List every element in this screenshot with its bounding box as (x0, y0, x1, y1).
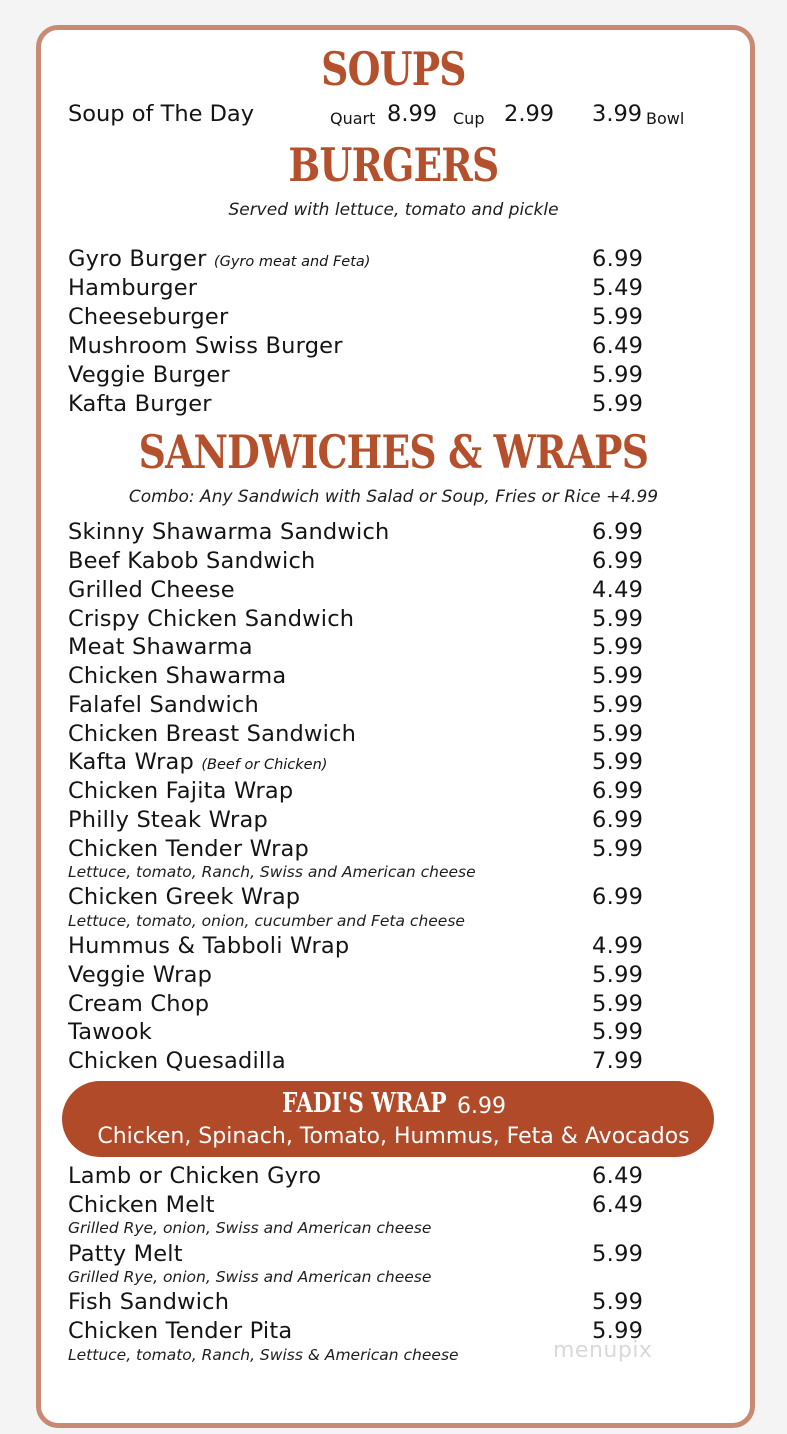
featured-description: Chicken, Spinach, Tomato, Hummus, Feta & Avocados (97, 1124, 690, 1149)
menu-item-price: 5.99 (592, 391, 644, 417)
menu-item-name: Chicken Quesadilla (68, 1048, 286, 1074)
menu-item-price: 5.99 (592, 1318, 644, 1344)
menu-item-name: Veggie Burger (68, 362, 230, 388)
menu-item-name: Cream Chop (68, 991, 210, 1017)
menu-item-price: 5.99 (592, 836, 644, 862)
menu-item-price: 7.99 (592, 1048, 644, 1074)
menu-item-price: 6.99 (592, 807, 644, 833)
menu-item-price: 5.99 (592, 721, 644, 747)
menu-item-description: Grilled Rye, onion, Swiss and American cheese (68, 1268, 432, 1286)
menu-item-description: Lettuce, tomato, onion, cucumber and Feta cheese (68, 912, 465, 930)
menu-item-price: 5.99 (592, 304, 644, 330)
menu-item-price: 6.49 (592, 1163, 644, 1189)
featured-title: FADI'S WRAP (282, 1088, 447, 1119)
menu-item-name: Meat Shawarma (68, 634, 253, 660)
menu-item-price: 6.49 (592, 333, 644, 359)
menu-item-name: Gyro Burger (Gyro meat and Feta) (68, 246, 371, 272)
menu-item-price: 5.99 (592, 606, 644, 632)
menu-item-price: 5.49 (592, 275, 644, 301)
featured-price: 6.99 (457, 1094, 506, 1119)
menu-item-name: Grilled Cheese (68, 577, 235, 603)
menu-item-price: 5.99 (592, 362, 644, 388)
cup-price: 2.99 (504, 101, 555, 127)
menu-item-name: Hamburger (68, 275, 198, 301)
quart-price: 8.99 (387, 101, 438, 127)
menu-item-name: Tawook (68, 1019, 152, 1045)
menu-item-name: Patty Melt (68, 1241, 183, 1267)
menu-item-name: Chicken Breast Sandwich (68, 721, 357, 747)
burgers-subtitle: Served with lettuce, tomato and pickle (228, 200, 559, 220)
menu-item-price: 5.99 (592, 692, 644, 718)
menu-item-price: 5.99 (592, 634, 644, 660)
cup-label: Cup (453, 109, 485, 128)
menu-item-name: Veggie Wrap (68, 962, 213, 988)
menu-item-name: Chicken Tender Pita (68, 1318, 293, 1344)
menu-item-name: Crispy Chicken Sandwich (68, 606, 355, 632)
menu-item-price: 6.49 (592, 1192, 644, 1218)
menu-item-price: 5.99 (592, 991, 644, 1017)
menu-item-name: Chicken Greek Wrap (68, 884, 301, 910)
menu-item-name: Kafta Wrap (Beef or Chicken) (68, 749, 328, 775)
menu-item-price: 5.99 (592, 1289, 644, 1315)
menu-item-name: Fish Sandwich (68, 1289, 230, 1315)
menu-item-name: Philly Steak Wrap (68, 807, 268, 833)
bowl-price: 3.99 (592, 101, 643, 127)
bowl-label: Bowl (646, 109, 685, 128)
menu-item-name: Kafta Burger (68, 391, 212, 417)
menu-item-price: 5.99 (592, 1019, 644, 1045)
menu-item-price: 6.99 (592, 519, 644, 545)
menu-item-name: Chicken Melt (68, 1192, 215, 1218)
quart-label: Quart (330, 109, 376, 128)
menu-item-name: Falafel Sandwich (68, 692, 259, 718)
menu-item-price: 5.99 (592, 663, 644, 689)
menu-item-name: Beef Kabob Sandwich (68, 548, 316, 574)
soup-of-the-day: Soup of The Day (68, 101, 255, 127)
menu-item-name: Skinny Shawarma Sandwich (68, 519, 390, 545)
burgers-heading: BURGERS (288, 138, 499, 192)
menu-item-description: Grilled Rye, onion, Swiss and American cheese (68, 1219, 432, 1237)
menu-item-name: Chicken Fajita Wrap (68, 778, 294, 804)
menu-item-name: Mushroom Swiss Burger (68, 333, 343, 359)
menu-item-price: 6.99 (592, 778, 644, 804)
sandwiches-heading: SANDWICHES & WRAPS (138, 425, 649, 479)
menu-item-price: 5.99 (592, 962, 644, 988)
menu-item-price: 4.99 (592, 933, 644, 959)
menu-item-name: Chicken Tender Wrap (68, 836, 309, 862)
soups-heading: SOUPS (321, 42, 466, 96)
menu-item-description: Lettuce, tomato, Ranch, Swiss & American cheese (68, 1346, 459, 1364)
menu-item-price: 6.99 (592, 884, 644, 910)
menu-item-name: Cheeseburger (68, 304, 229, 330)
menu-item-name: Lamb or Chicken Gyro (68, 1163, 322, 1189)
menu-item-description: Lettuce, tomato, Ranch, Swiss and American cheese (68, 863, 476, 881)
menu-item-price: 5.99 (592, 749, 644, 775)
menu-item-price: 5.99 (592, 1241, 644, 1267)
menu-item-price: 6.99 (592, 548, 644, 574)
menu-item-price: 6.99 (592, 246, 644, 272)
menu-item-price: 4.49 (592, 577, 644, 603)
menu-item-name: Hummus & Tabboli Wrap (68, 933, 350, 959)
menu-item-name: Chicken Shawarma (68, 663, 287, 689)
watermark-logo: menupix (553, 1338, 653, 1363)
combo-subtitle: Combo: Any Sandwich with Salad or Soup, Fries or Rice +4.99 (128, 487, 659, 507)
